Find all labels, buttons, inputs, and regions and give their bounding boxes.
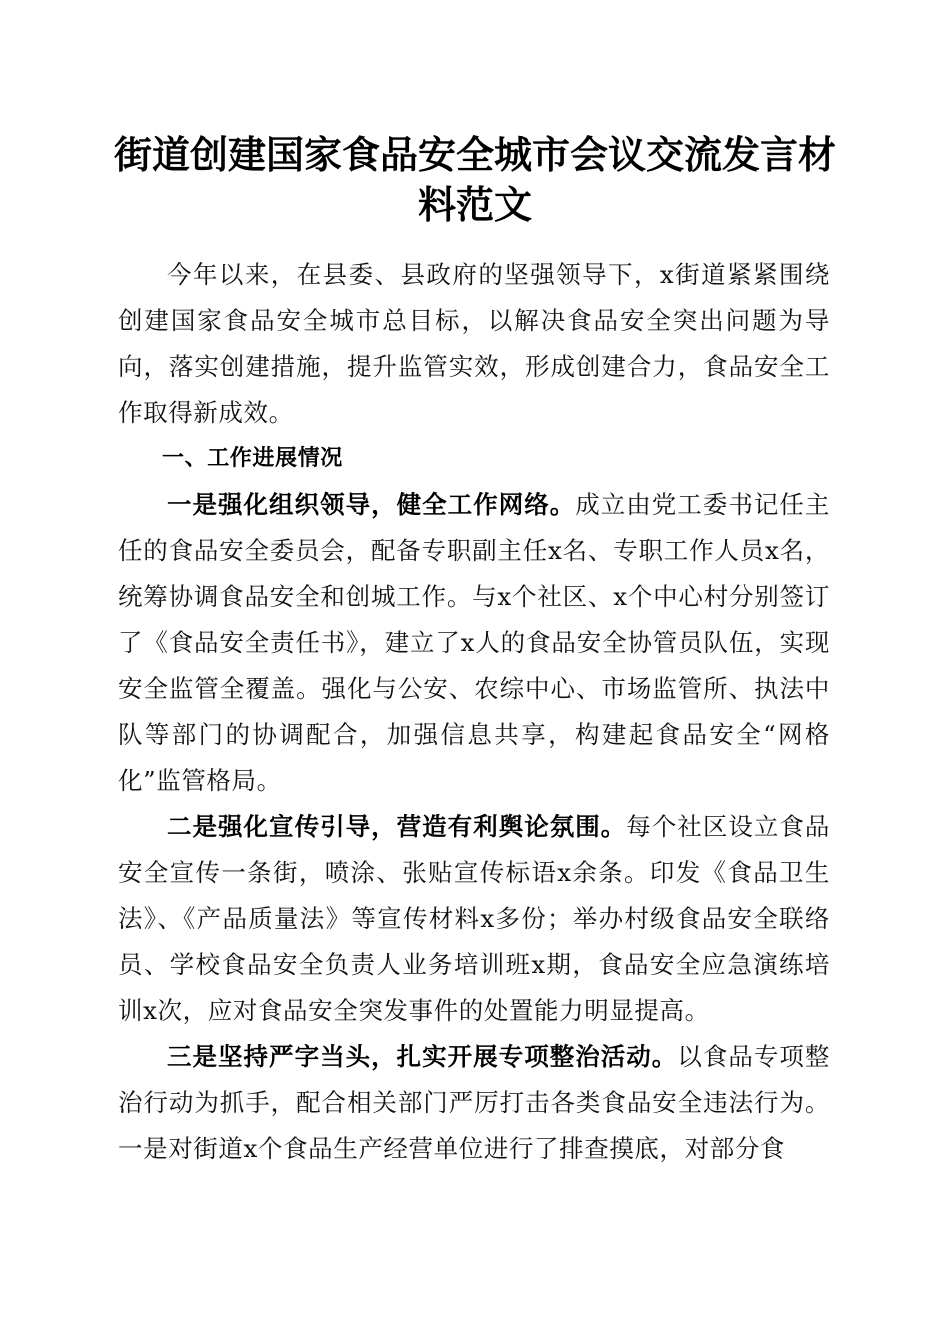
paragraph-text: 每个社区设立食品安全宣传一条街，喷涂、张贴宣传标语x余条。印发《食品卫生法》、《产品质量法》等宣传材料x多份；举办村级食品安全联络员、学校食品安全负责人业务培训班x期，食品安全应急演练培训x次，应对食品安全突发事件的处置能力明显提高。 xyxy=(118,812,830,1025)
paragraph-lead: 三是坚持严字当头，扎实开展专项整治活动。 xyxy=(167,1042,678,1071)
document-body xyxy=(118,252,830,1172)
intro-paragraph: 今年以来，在县委、县政府的坚强领导下，x街道紧紧围绕创建国家食品安全城市总目标，以解决食品安全突出问题为导向，落实创建措施，提升监管实效，形成创建合力，食品安全工作取得新成效。 xyxy=(118,260,830,427)
paragraph-text: 成立由党工委书记任主任的食品安全委员会，配备专职副主任x名、专职工作人员x名，统筹协调食品安全和创城工作。与x个社区、x个中心村分别签订了《食品安全责任书》，建立了x人的食品安全协管员队伍，实现安全监管全覆盖。强化与公安、农综中心、市场监管所、执法中队等部门的协调配合，加强信息共享，构建起食品安全“网格化”监管格局。 xyxy=(118,490,830,795)
document-title: 街道创建国家食品安全城市会议交流发言材料范文 xyxy=(113,132,836,227)
paragraph-text: 以食品专项整治行动为抓手，配合相关部门严厉打击各类食品安全违法行为。一是对街道x个食品生产经营单位进行了排查摸底，对部分食 xyxy=(118,1042,830,1163)
paragraph-organization xyxy=(118,482,830,804)
paragraph-lead: 一是强化组织领导，健全工作网络。 xyxy=(167,490,576,519)
paragraph-rectification xyxy=(118,1034,830,1172)
paragraph-publicity xyxy=(118,804,830,1034)
paragraph-lead: 二是强化宣传引导，营造有利舆论氛围。 xyxy=(167,812,627,841)
section-heading-progress: 一、工作进展情况 xyxy=(162,446,343,471)
